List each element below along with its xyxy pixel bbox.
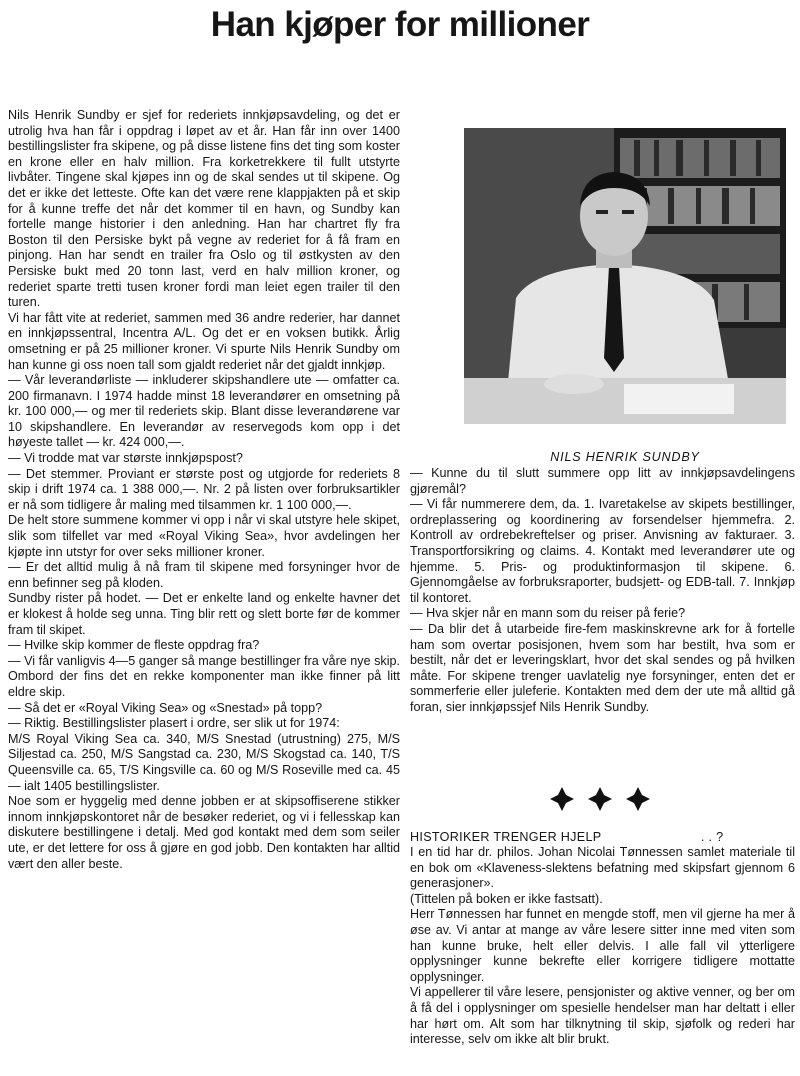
section-heading-tail: . . ? (700, 830, 724, 844)
article-paragraph: — Vår leverandørliste — inkluderer skipshandlere ute — omfatter ca. 200 firmanavn. I 1974 hadde minst 18 leverandører en omsetning på kr. 100 000,— og mer til rederiets skip. Blant disse leverandørene var 10 skipshandlere. En leverandør av reservegods kom opp i det høyeste tallet — kr. 424 000,—. (8, 373, 400, 450)
portrait-illustration (464, 128, 786, 424)
article-paragraph: — Kunne du til slutt summere opp litt av innkjøpsavdelingens gjøremål? (410, 466, 795, 496)
article-paragraph: Vi har fått vite at rederiet, sammen med 36 andre rederier, har dannet en innkjøpssentral, Incentra A/L. Og det er en voksen butikk. Årlig omsetning er på 25 millioner kroner. Vi spurte Nils Henrik Sundby om han kunne gi oss noen tall som gjaldt rederiet når det gjaldt innkjøp. (8, 310, 400, 372)
star-ornament-icon (626, 787, 650, 811)
photo-caption: NILS HENRIK SUNDBY (550, 450, 700, 464)
article-paragraph: — Er det alltid mulig å nå fram til skipene med forsyninger hvor de enn befinner seg på kloden. (8, 560, 400, 590)
historiker-article (410, 845, 795, 1048)
article-paragraph: — Riktig. Bestillingslister plasert i ordre, ser slik ut for 1974: (8, 716, 340, 731)
article-paragraph: Nils Henrik Sundby er sjef for rederiets innkjøpsavdeling, og det er utrolig hva han får i oppdrag i løpet av et år. Han får inn over 1400 bestillingslister fra skipene, og på disse listene fins det ting som koster en krone eller en halv million. Fra korketrekkere til fullt utstyrte livbåter. Tingene skal kjøpes inn og de skal sendes ut til skipene. Og det er ikke det letteste. Ofte kan det være rene klappjakten på et skip for å kunne treffe det når det kommer til en havn, og Sundby kan fortelle mange historier i den anledning. Han har chartret fly fra Boston til den Persiske bykt på vegne av rederiet for å få fram en pinjong. Han har sendt en trailer fra Oslo og til østkysten av den Persiske bukt med 20 tonn last, verd en halv million kroner, og rederiet sparte tretti tusen kroner fordi man leiet egen trailer til den turen. (8, 108, 400, 310)
article-paragraph: — Vi får vanligvis 4—5 ganger så mange bestillinger fra våre nye skip. Ombord der fins det en rekke komponenter man ikke finner på litt eldre skip. (8, 653, 400, 699)
star-ornament-icon (588, 787, 612, 811)
article-paragraph: De helt store summene kommer vi opp i når vi skal utstyre hele skipet, slik som tilfellet var med «Royal Viking Sea», hvor avdelingen her kjøpte inn utstyr for over seks millioner kroner. (8, 513, 400, 559)
section-heading-text: HISTORIKER TRENGER HJELP (410, 830, 602, 844)
article-paragraph: M/S Royal Viking Sea ca. 340, M/S Snestad (utrustning) 275, M/S Siljestad ca. 250, M/S Sangstad ca. 230, M/S Skogstad ca. 140, T/S Queensville ca. 65, T/S Kingsville ca. 60 og M/S Roseville med ca. 45 — ialt 1405 bestillingslister. (8, 731, 400, 793)
article-left-column (8, 108, 400, 872)
interview-continuation (410, 466, 795, 716)
article-paragraph: I en tid har dr. philos. Johan Nicolai Tønnessen samlet materiale til en bok om «Klaveness-slektens befatning med skipsfart gjennom 6 generasjoner». (410, 845, 795, 891)
article-paragraph: — Så det er «Royal Viking Sea» og «Snestad» på topp? (8, 700, 323, 715)
article-paragraph: — Vi får nummerere dem, da. 1. Ivaretakelse av skipets bestillinger, ordreplassering og koordinering av forsendelser hjemmefra. 2. Kontroll av ordrebekreftelser og priser. Anvisning av fakturaer. 3. Transportforsikring og claims. 4. Kontakt med leverandører ute og hjemme. 5. Pris- og produktinformasjon til skipene. 6. Gjennomgåelse av forbruksraporter, budsjett- og EDB-tall. 7. Innkjøp til kontoret. (410, 497, 795, 605)
article-right-column (410, 0, 795, 1076)
article-paragraph: Sundby rister på hodet. — Det er enkelte land og enkelte havner det er klokest å holde seg unna. Ting blir rett og slett borte før de kommer fram til skipet. (8, 591, 400, 637)
article-paragraph: — Hvilke skip kommer de fleste oppdrag fra? (8, 638, 260, 653)
section-divider (540, 787, 660, 811)
article-paragraph: — Hva skjer når en mann som du reiser på ferie? (410, 606, 686, 621)
article-paragraph: (Tittelen på boken er ikke fastsatt). (410, 891, 603, 906)
article-paragraph: Vi appellerer til våre lesere, pensjonister og aktive venner, og ber om å få del i opplysninger om spesielle hendelser man har deltatt i eller har hørt om. Alt som har tilknytning til skip, sjøfolk og rederi har interesse, selv om ikke alt blir brukt. (410, 985, 795, 1047)
article-paragraph: Herr Tønnessen har funnet en mengde stoff, men vil gjerne ha mer å øse av. Vi antar at mange av våre lesere sitter inne med viten som han kunne bruke, helt eller delvis. I alle fall vil ytterligere opplysninger kunne bekrefte eller korrigere tidligere mottatte opplysninger. (410, 907, 795, 984)
article-paragraph: — Det stemmer. Proviant er største post og utgjorde for rederiets 8 skip i drift 1974 ca. 1 388 000,—. Nr. 2 på listen over forbruksartikler er nå som tidligere år maling med tilsammen kr. 1 100 000,—. (8, 466, 400, 512)
section-heading (410, 830, 795, 846)
article-paragraph: — Vi trodde mat var største innkjøpspost? (8, 451, 243, 466)
article-paragraph: Noe som er hyggelig med denne jobben er at skipsoffiserene stikker innom innkjøpskontoret når de besøker rederiet, og vi i fellesskap kan diskutere bestillingene i detalj. Med god kontakt med dem som seiler ute, er det lettere for oss å gjøre en god jobb. Den kontakten har alltid vært den aller beste. (8, 794, 400, 871)
portrait-photo (464, 128, 786, 424)
article-paragraph: — Da blir det å utarbeide fire-fem maskinskrevne ark for å fortelle ham som overtar posisjonen, hvem som har bestilt, hva som er bestilt, når det er leveringsklart, hvor det skal sendes og på hvilken måte. For skipene trenger uavlatelig nye forsyninger, enten det er sommerferie eller juleferie. Kontakten med dem der ute må alltid gå foran, sier innkjøpssjef Nils Henrik Sundby. (410, 621, 795, 714)
star-ornament-icon (550, 787, 574, 811)
page-headline: Han kjøper for millioner (210, 5, 590, 44)
